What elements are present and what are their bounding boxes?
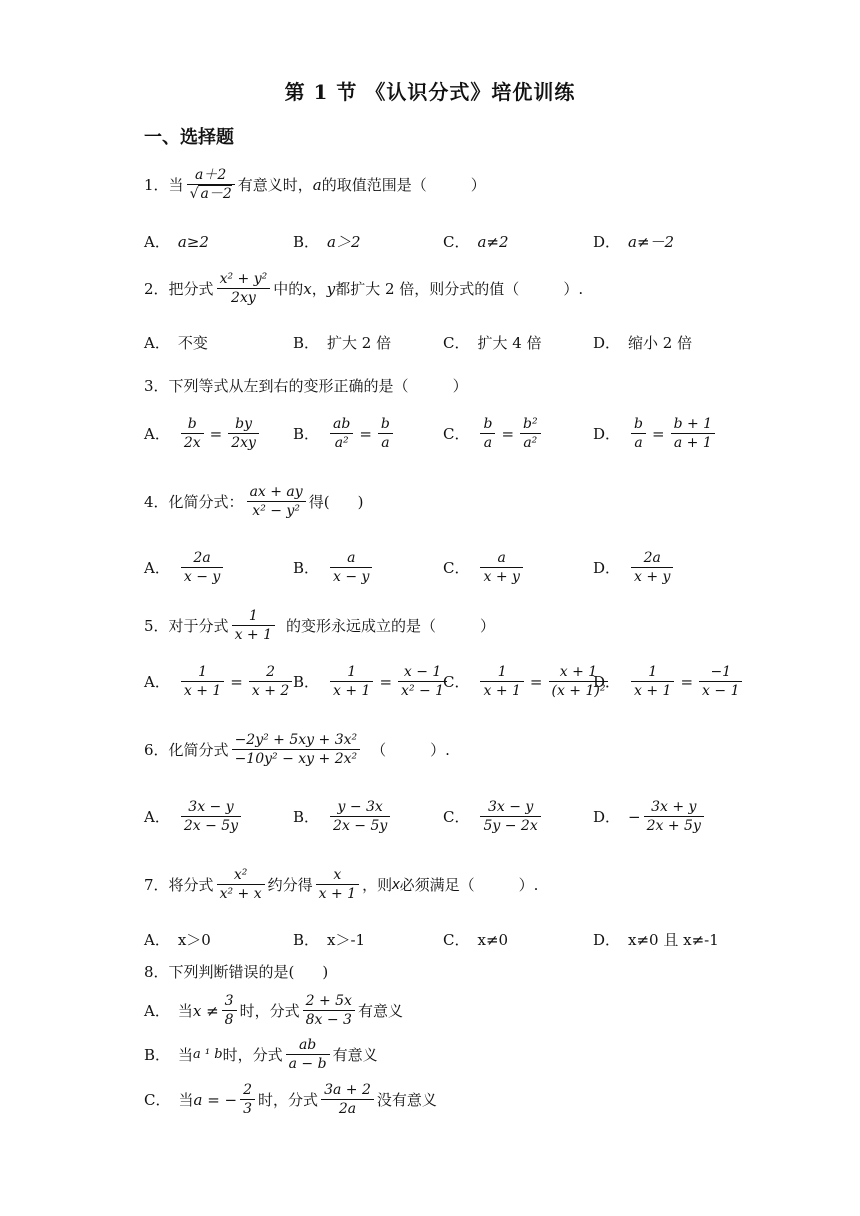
condition: a = − bbox=[193, 1090, 238, 1109]
numerator: 2 + 5x bbox=[305, 993, 352, 1009]
question-text: ) bbox=[357, 492, 364, 511]
option-label: D． bbox=[593, 559, 621, 577]
option-label: A． bbox=[144, 808, 170, 826]
option-label: A． bbox=[144, 334, 170, 352]
denominator: 8x − 3 bbox=[305, 1012, 352, 1028]
question-5 bbox=[144, 607, 495, 644]
condition: a ¹ b bbox=[193, 1047, 223, 1062]
fraction bbox=[480, 663, 523, 700]
option-text: 不变 bbox=[177, 334, 208, 352]
question-text: ） bbox=[470, 175, 486, 194]
denominator: 2xy bbox=[231, 435, 256, 451]
fraction bbox=[232, 607, 275, 644]
numerator: by bbox=[235, 416, 253, 432]
option-label: D． bbox=[593, 673, 621, 691]
question-text: ） bbox=[480, 616, 496, 635]
option-text: 当 bbox=[178, 1046, 194, 1064]
question-number: 3． bbox=[144, 377, 169, 395]
fraction bbox=[232, 731, 361, 768]
question-number: 8． bbox=[144, 963, 169, 981]
denominator: x − y bbox=[183, 569, 221, 585]
denominator: x² + x bbox=[219, 886, 262, 902]
numerator: a bbox=[497, 550, 506, 566]
numerator: 2 bbox=[243, 1082, 253, 1098]
fraction bbox=[330, 663, 373, 700]
numerator: 1 bbox=[347, 664, 357, 680]
equals-sign: = bbox=[529, 672, 543, 691]
page-title: 第 1 节 《认识分式》培优训练 bbox=[284, 80, 576, 104]
option-d bbox=[593, 663, 745, 700]
option-label: D． bbox=[593, 334, 621, 352]
numerator: 3a + 2 bbox=[324, 1082, 371, 1098]
question-text: ） bbox=[452, 377, 468, 395]
fraction bbox=[330, 798, 390, 835]
denominator: −10y² − xy + 2x² bbox=[234, 751, 358, 767]
option-label: B． bbox=[293, 233, 320, 251]
fraction bbox=[240, 1081, 255, 1118]
option-label: C． bbox=[144, 1091, 171, 1109]
question-number: 5． bbox=[144, 616, 169, 635]
option-label: C． bbox=[443, 931, 470, 949]
option-label: D． bbox=[593, 233, 621, 251]
question-text: 化简分式： bbox=[168, 492, 244, 511]
question-text: 化简分式 bbox=[168, 740, 229, 759]
option-d bbox=[593, 415, 718, 452]
equals-sign: = bbox=[379, 672, 393, 691]
numerator: −1 bbox=[710, 664, 732, 680]
denominator: 3 bbox=[243, 1101, 253, 1117]
equals-sign: = bbox=[230, 672, 243, 691]
question-text: 中的 bbox=[273, 279, 304, 298]
denominator: a − b bbox=[288, 1056, 327, 1072]
equals-sign: = bbox=[680, 672, 694, 691]
option-label: A． bbox=[144, 559, 170, 577]
option-label: A． bbox=[144, 425, 170, 443]
equals-sign: = bbox=[359, 424, 372, 443]
denominator: x + 1 bbox=[483, 683, 521, 699]
numerator: ab bbox=[333, 416, 351, 432]
fraction bbox=[222, 992, 237, 1029]
question-text: 都扩大 2 倍，则分式的值（ bbox=[335, 279, 520, 298]
option-label: C． bbox=[443, 808, 470, 826]
numerator: b bbox=[483, 416, 493, 432]
fraction bbox=[217, 866, 265, 903]
fraction bbox=[480, 798, 540, 835]
numerator: ab bbox=[298, 1037, 317, 1053]
denominator: x − y bbox=[333, 569, 370, 585]
numerator: b bbox=[187, 416, 197, 432]
option-text: 扩大 4 倍 bbox=[477, 334, 542, 352]
question-number: 4． bbox=[144, 492, 169, 511]
question-text: ，则 bbox=[362, 875, 393, 894]
denominator: a bbox=[483, 435, 493, 451]
question-text: ， bbox=[311, 279, 327, 298]
option-label: D． bbox=[593, 425, 621, 443]
option-b bbox=[293, 798, 393, 835]
denominator: 5y − 2x bbox=[483, 818, 538, 834]
fraction bbox=[631, 415, 646, 452]
fraction bbox=[228, 415, 259, 452]
option-text: 扩大 2 倍 bbox=[327, 334, 392, 352]
fraction bbox=[644, 798, 704, 835]
fraction bbox=[321, 1081, 374, 1118]
option-b bbox=[293, 663, 450, 700]
question-text: 下列判断错误的是( bbox=[168, 963, 295, 981]
option-b bbox=[293, 332, 391, 353]
radicand: a－2 bbox=[200, 186, 232, 202]
question-text: ）. bbox=[518, 875, 539, 894]
numerator: 1 bbox=[248, 608, 258, 624]
option-b bbox=[293, 415, 396, 452]
option-text: 缩小 2 倍 bbox=[628, 334, 693, 352]
option-label: C． bbox=[443, 334, 470, 352]
fraction bbox=[480, 415, 495, 452]
denominator: x + y bbox=[634, 569, 671, 585]
numerator: a bbox=[347, 550, 356, 566]
denominator: 2x − 5y bbox=[333, 818, 388, 834]
numerator: ax + ay bbox=[249, 484, 303, 500]
denominator: (x + 1)² bbox=[551, 683, 606, 699]
option-text: 有意义 bbox=[332, 1046, 378, 1064]
denominator: a² bbox=[523, 435, 538, 451]
option-a bbox=[144, 992, 403, 1029]
numerator: x + 1 bbox=[559, 664, 598, 680]
question-text: 的取值范围是（ bbox=[321, 175, 427, 194]
option-label: B． bbox=[293, 334, 320, 352]
denominator: x + 1 bbox=[333, 683, 371, 699]
numerator: b² bbox=[523, 416, 538, 432]
option-c bbox=[443, 549, 526, 586]
option-label: B． bbox=[293, 559, 320, 577]
variable: x bbox=[303, 279, 312, 298]
fraction bbox=[303, 992, 355, 1029]
question-text: 的变形永远成立的是（ bbox=[286, 616, 437, 635]
fraction bbox=[631, 549, 673, 586]
fraction bbox=[187, 166, 235, 203]
equals-sign: = bbox=[209, 424, 223, 443]
option-label: A． bbox=[144, 233, 170, 251]
question-8 bbox=[144, 961, 328, 983]
option-text: 时，分式 bbox=[258, 1091, 319, 1109]
denominator: x + 2 bbox=[251, 683, 290, 699]
numerator: 1 bbox=[648, 664, 658, 680]
option-c bbox=[443, 798, 544, 835]
option-label: A． bbox=[144, 1002, 170, 1020]
denominator: x + 1 bbox=[183, 683, 222, 699]
denominator: a bbox=[381, 435, 390, 451]
fraction bbox=[330, 549, 372, 586]
numerator: x² + y² bbox=[219, 271, 268, 287]
option-b bbox=[293, 231, 361, 252]
question-number: 1． bbox=[144, 175, 169, 194]
option-c bbox=[443, 231, 509, 252]
fraction bbox=[181, 549, 223, 586]
denominator: x − 1 bbox=[702, 683, 740, 699]
numerator: 1 bbox=[497, 664, 507, 680]
option-text: x≠0 bbox=[477, 930, 509, 949]
option-c bbox=[144, 1081, 437, 1118]
option-label: B． bbox=[293, 425, 320, 443]
numerator: 2 bbox=[266, 664, 276, 680]
variable: a bbox=[312, 175, 322, 194]
variable: x bbox=[392, 875, 400, 893]
option-c bbox=[443, 415, 544, 452]
option-label: B． bbox=[144, 1046, 171, 1064]
fraction bbox=[181, 415, 204, 452]
fraction bbox=[631, 663, 674, 700]
denominator: 2xy bbox=[231, 290, 256, 306]
numerator: a＋2 bbox=[195, 167, 227, 183]
question-text: 下列等式从左到右的变形正确的是（ bbox=[168, 377, 409, 395]
denominator: x + y bbox=[483, 569, 520, 585]
fraction bbox=[181, 663, 224, 700]
option-text: a≠－2 bbox=[628, 233, 675, 251]
option-a bbox=[144, 798, 244, 835]
question-text: 得( bbox=[308, 492, 330, 511]
option-b bbox=[144, 1036, 378, 1073]
denominator: x + 1 bbox=[318, 886, 357, 902]
fraction bbox=[671, 415, 716, 452]
fraction bbox=[249, 663, 292, 700]
option-label: A． bbox=[144, 931, 170, 949]
option-text: 有意义 bbox=[357, 1002, 403, 1020]
numerator: b bbox=[634, 416, 643, 432]
option-a bbox=[144, 663, 295, 700]
option-label: A． bbox=[144, 673, 170, 691]
question-text: ）. bbox=[563, 279, 584, 298]
question-text: 将分式 bbox=[168, 875, 214, 894]
numerator: x² bbox=[233, 867, 248, 883]
denominator: 2x bbox=[183, 435, 201, 451]
denominator: x + 1 bbox=[234, 627, 272, 643]
option-label: D． bbox=[593, 931, 621, 949]
fraction bbox=[247, 483, 306, 520]
numerator: b + 1 bbox=[673, 416, 713, 432]
question-number: 7． bbox=[144, 875, 169, 894]
denominator: 2a bbox=[338, 1101, 357, 1117]
fraction bbox=[480, 549, 522, 586]
denominator: a + 1 bbox=[673, 435, 712, 451]
option-text: a＞2 bbox=[327, 233, 361, 251]
numerator: y − 3x bbox=[337, 799, 383, 815]
option-d bbox=[593, 549, 676, 586]
option-b bbox=[293, 929, 365, 950]
fraction bbox=[217, 270, 271, 307]
question-text: 把分式 bbox=[168, 279, 214, 298]
denominator bbox=[187, 185, 235, 203]
fraction bbox=[181, 798, 241, 835]
question-text: 约分得 bbox=[267, 875, 313, 894]
numerator: 3x − y bbox=[487, 799, 534, 815]
question-7 bbox=[144, 866, 538, 903]
sqrt-sign: √ bbox=[189, 186, 199, 202]
option-c bbox=[443, 663, 611, 700]
question-text: 有意义时， bbox=[237, 175, 313, 194]
fraction bbox=[699, 663, 742, 700]
denominator: 8 bbox=[224, 1012, 234, 1028]
option-text: a≥2 bbox=[177, 232, 209, 251]
question-text: 必须满足（ bbox=[399, 875, 475, 894]
question-text: ）. bbox=[430, 740, 450, 759]
option-text: 没有意义 bbox=[376, 1091, 437, 1109]
numerator: x bbox=[333, 867, 342, 883]
question-number: 6． bbox=[144, 740, 169, 759]
option-label: C． bbox=[443, 425, 470, 443]
numerator: b bbox=[380, 416, 390, 432]
fraction bbox=[286, 1036, 330, 1073]
option-c bbox=[443, 929, 508, 950]
option-d bbox=[593, 231, 674, 252]
option-d bbox=[593, 929, 719, 950]
question-text: （ bbox=[371, 740, 387, 759]
denominator: x² − y² bbox=[252, 503, 300, 519]
denominator: x + 1 bbox=[634, 683, 672, 699]
option-label: C． bbox=[443, 233, 470, 251]
option-text: 当 bbox=[177, 1002, 193, 1020]
fraction bbox=[330, 415, 353, 452]
option-text: x＞0 bbox=[177, 931, 211, 949]
numerator: 3x − y bbox=[188, 799, 234, 815]
option-label: B． bbox=[293, 673, 320, 691]
equals-sign: = bbox=[501, 424, 515, 443]
option-a bbox=[144, 415, 262, 452]
option-text: 时，分式 bbox=[222, 1046, 283, 1064]
condition: x ≠ bbox=[192, 1001, 219, 1020]
question-text: 对于分式 bbox=[168, 616, 229, 635]
option-c bbox=[443, 332, 542, 353]
sign: − bbox=[628, 807, 641, 826]
option-label: D． bbox=[593, 808, 621, 826]
option-a bbox=[144, 929, 211, 950]
option-text: 时，分式 bbox=[239, 1002, 300, 1020]
fraction bbox=[316, 866, 359, 903]
numerator: 2a bbox=[193, 550, 211, 566]
question-6 bbox=[144, 731, 450, 768]
option-text: x＞-1 bbox=[327, 931, 366, 949]
option-text: x≠0 且 x≠-1 bbox=[628, 931, 719, 949]
denominator: 2x + 5y bbox=[646, 818, 701, 834]
variable: y bbox=[326, 279, 336, 298]
numerator: −2y² + 5xy + 3x² bbox=[234, 732, 358, 748]
option-d bbox=[593, 332, 692, 353]
fraction bbox=[520, 415, 541, 452]
question-2 bbox=[144, 270, 583, 307]
denominator: x² − 1 bbox=[401, 683, 445, 699]
question-number: 2． bbox=[144, 279, 169, 298]
option-a bbox=[144, 231, 209, 252]
denominator: 2x − 5y bbox=[183, 818, 239, 834]
denominator: a bbox=[634, 435, 643, 451]
denominator: a² bbox=[334, 435, 349, 451]
option-label: C． bbox=[443, 673, 470, 691]
question-text: ) bbox=[322, 963, 329, 981]
option-text: a≠2 bbox=[477, 232, 509, 251]
numerator: 1 bbox=[198, 664, 208, 680]
numerator: x − 1 bbox=[403, 664, 442, 680]
question-3 bbox=[144, 375, 468, 397]
option-d bbox=[593, 798, 707, 835]
option-label: B． bbox=[293, 931, 320, 949]
fraction bbox=[378, 415, 393, 452]
numerator: 3x + y bbox=[651, 799, 697, 815]
numerator: 2a bbox=[643, 550, 661, 566]
question-4 bbox=[144, 483, 363, 520]
option-a bbox=[144, 549, 226, 586]
numerator: 3 bbox=[224, 993, 234, 1009]
option-a bbox=[144, 332, 208, 353]
option-text: 当 bbox=[178, 1091, 194, 1109]
question-1 bbox=[144, 166, 486, 203]
option-label: B． bbox=[293, 808, 320, 826]
option-b bbox=[293, 549, 375, 586]
fraction bbox=[398, 663, 447, 700]
question-text: 当 bbox=[168, 175, 184, 194]
equals-sign: = bbox=[652, 424, 665, 443]
section-heading: 一、选择题 bbox=[144, 127, 234, 148]
option-label: C． bbox=[443, 559, 470, 577]
